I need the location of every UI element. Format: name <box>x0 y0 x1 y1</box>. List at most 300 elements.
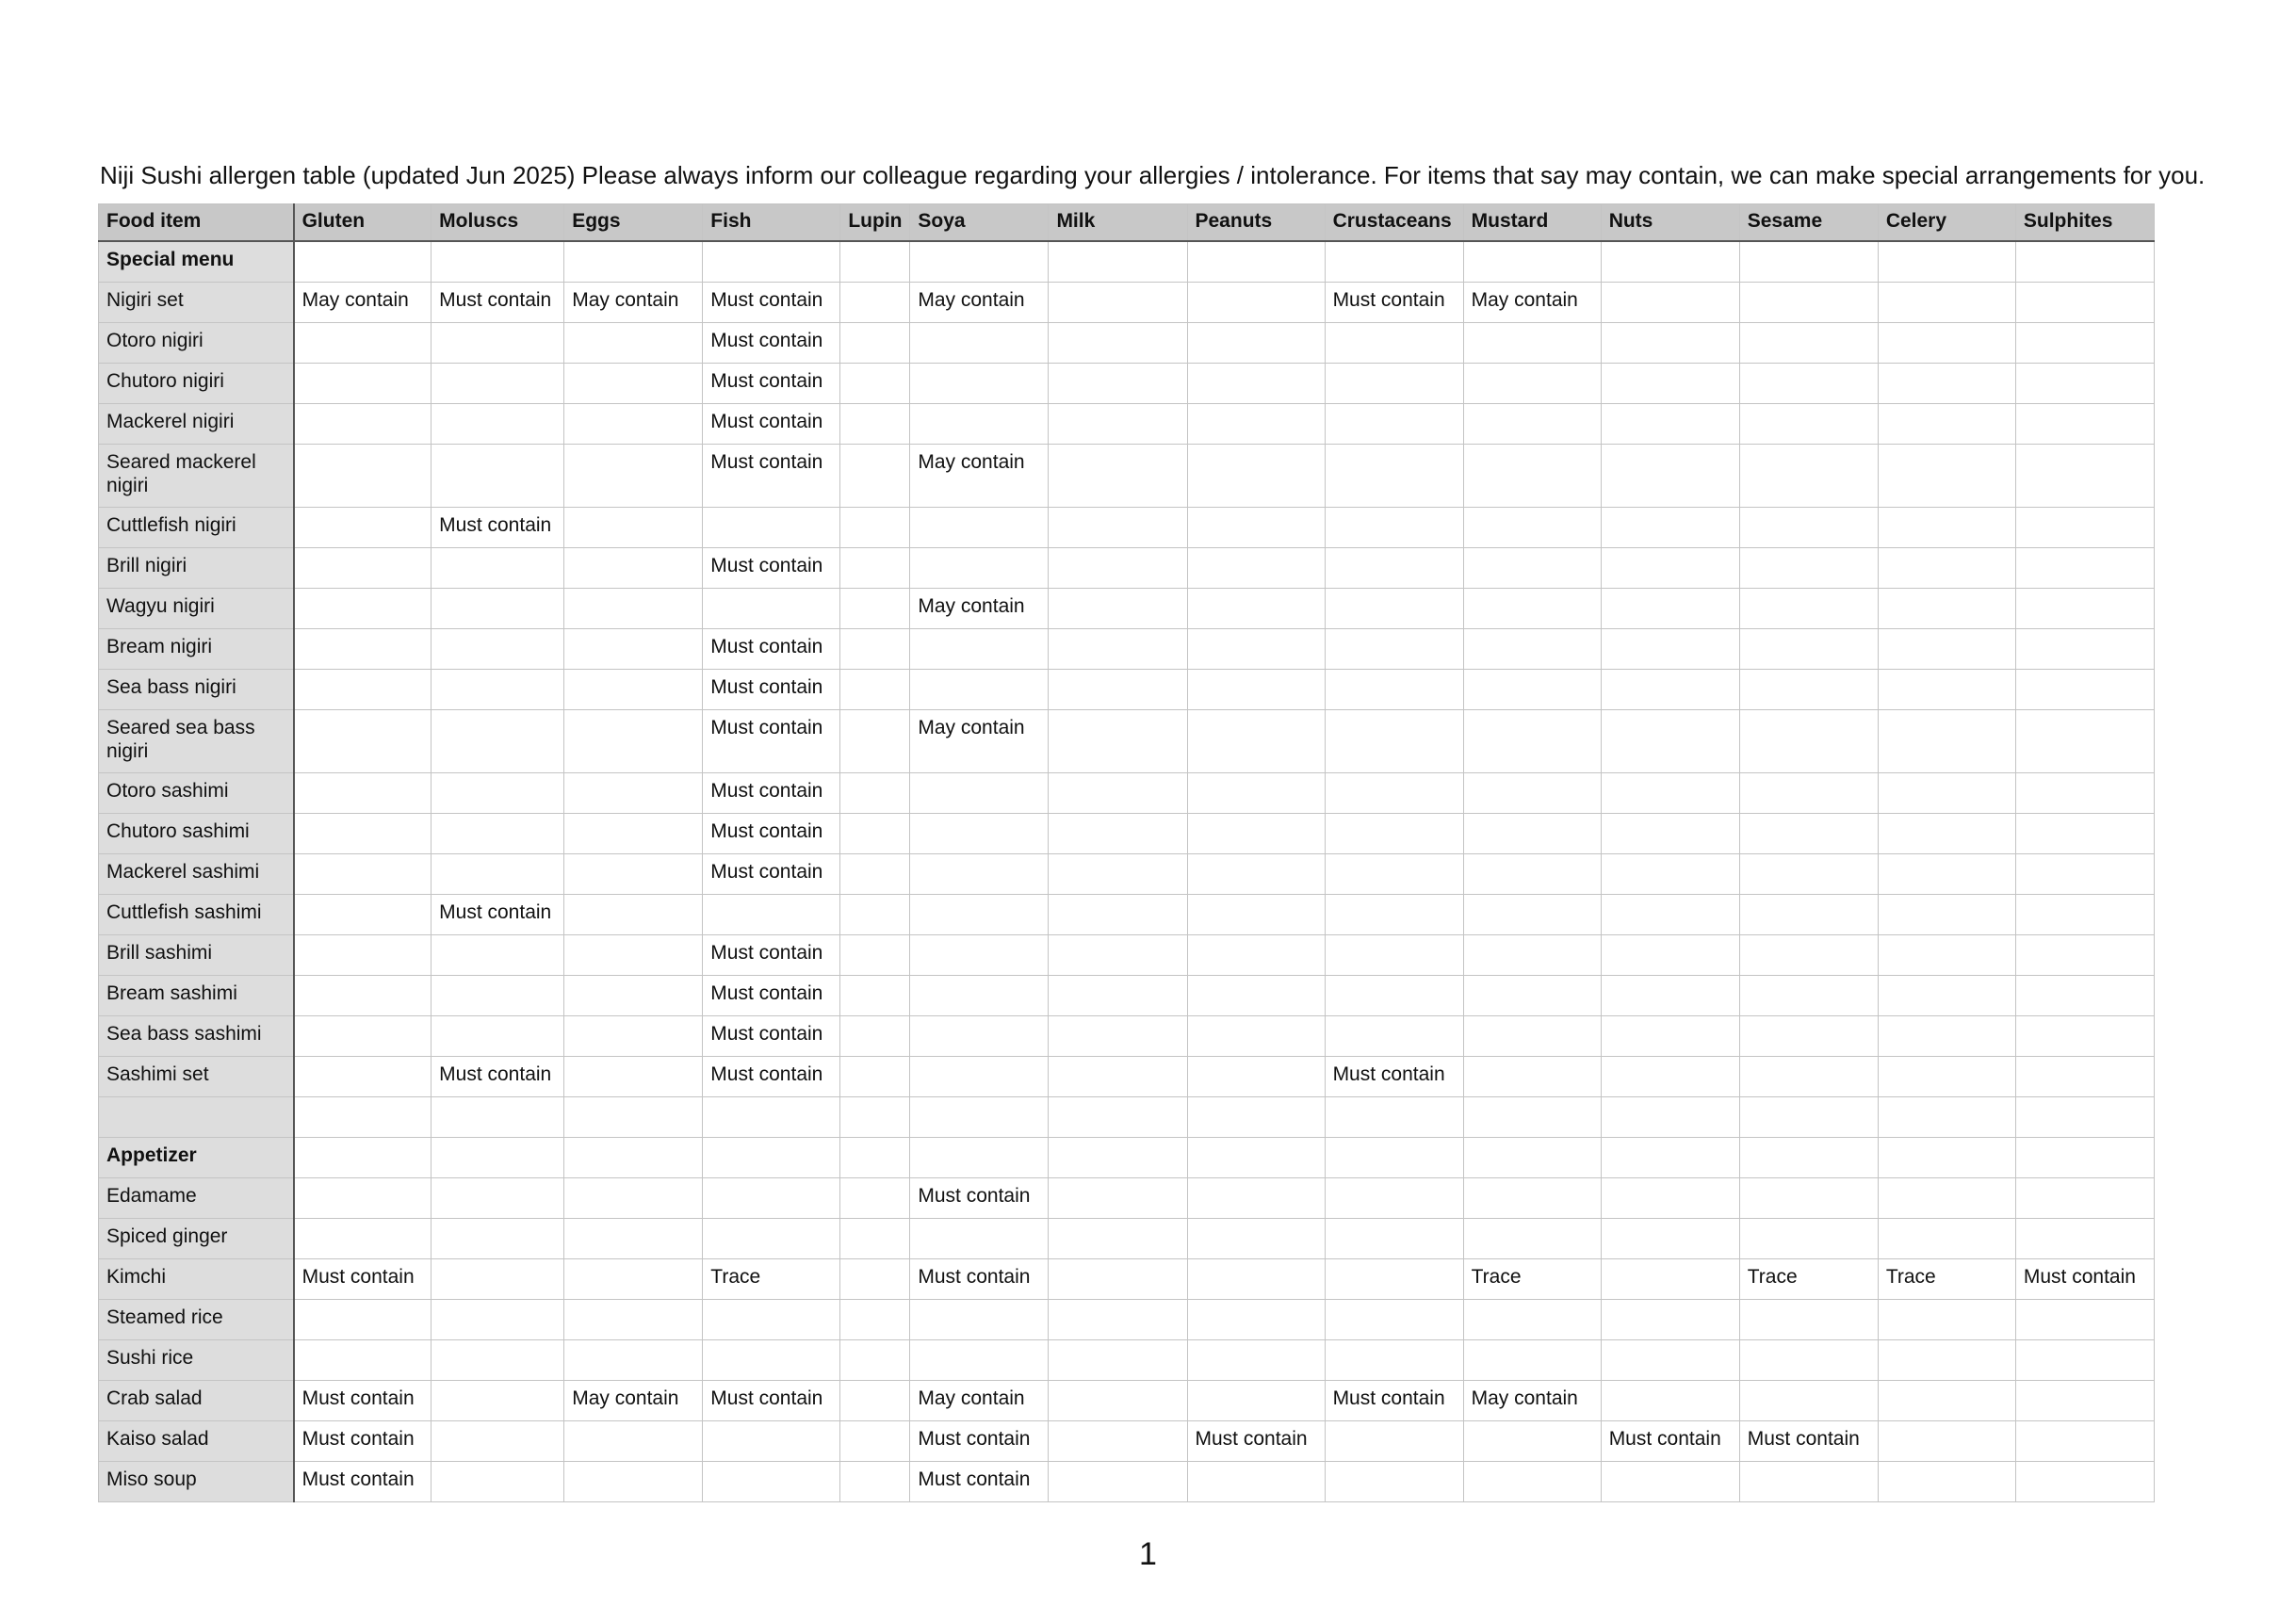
allergen-cell <box>1325 814 1463 854</box>
allergen-cell <box>294 589 432 629</box>
allergen-cell: Must contain <box>703 404 840 445</box>
allergen-cell <box>1187 1340 1325 1381</box>
allergen-cell <box>432 1462 564 1502</box>
allergen-cell: Must contain <box>910 1462 1049 1502</box>
column-header-gluten: Gluten <box>294 204 432 242</box>
allergen-cell <box>1739 445 1878 508</box>
allergen-cell <box>432 1138 564 1178</box>
allergen-cell <box>1878 1097 2015 1138</box>
table-row <box>99 1016 2155 1057</box>
allergen-cell <box>1878 854 2015 895</box>
allergen-cell <box>910 814 1049 854</box>
allergen-cell <box>1049 1219 1187 1259</box>
allergen-cell <box>1878 629 2015 670</box>
allergen-cell <box>1049 976 1187 1016</box>
allergen-cell <box>1878 976 2015 1016</box>
allergen-cell <box>703 508 840 548</box>
allergen-cell <box>432 404 564 445</box>
allergen-cell <box>1601 1057 1739 1097</box>
allergen-cell: Must contain <box>432 283 564 323</box>
allergen-cell <box>1049 589 1187 629</box>
allergen-cell <box>1601 241 1739 283</box>
allergen-cell <box>1325 1097 1463 1138</box>
allergen-cell <box>840 589 910 629</box>
allergen-cell <box>294 1016 432 1057</box>
section-label: Appetizer <box>99 1138 294 1178</box>
allergen-cell <box>564 1300 703 1340</box>
column-header-peanuts: Peanuts <box>1187 204 1325 242</box>
column-header-sesame: Sesame <box>1739 204 1878 242</box>
allergen-cell <box>1601 323 1739 364</box>
allergen-cell: Must contain <box>1325 1381 1463 1421</box>
allergen-cell <box>1463 773 1601 814</box>
allergen-cell <box>1739 710 1878 773</box>
food-item-name: Miso soup <box>99 1462 294 1502</box>
allergen-cell <box>1601 670 1739 710</box>
allergen-cell <box>1187 1178 1325 1219</box>
allergen-cell <box>910 1097 1049 1138</box>
allergen-cell <box>1049 323 1187 364</box>
allergen-cell <box>1187 323 1325 364</box>
allergen-cell <box>2015 976 2154 1016</box>
allergen-cell <box>1601 854 1739 895</box>
allergen-cell <box>1049 1381 1187 1421</box>
food-item-name: Sashimi set <box>99 1057 294 1097</box>
allergen-cell <box>840 1016 910 1057</box>
food-item-name: Mackerel nigiri <box>99 404 294 445</box>
allergen-cell <box>840 548 910 589</box>
allergen-cell <box>294 1097 432 1138</box>
allergen-cell: Must contain <box>294 1462 432 1502</box>
allergen-cell <box>910 1300 1049 1340</box>
food-item-name: Chutoro sashimi <box>99 814 294 854</box>
allergen-cell <box>1739 670 1878 710</box>
page-title: Niji Sushi allergen table (updated Jun 2025) Please always inform our colleague regarding your allergies / intolerance. For items that say may contain, we can make special arrangements for you. <box>100 161 2206 189</box>
allergen-cell <box>2015 1097 2154 1138</box>
allergen-cell <box>910 935 1049 976</box>
allergen-cell <box>432 670 564 710</box>
allergen-cell <box>1187 895 1325 935</box>
column-header-moluscs: Moluscs <box>432 204 564 242</box>
allergen-cell: Trace <box>703 1259 840 1300</box>
allergen-cell <box>432 773 564 814</box>
allergen-cell <box>564 508 703 548</box>
allergen-cell <box>294 710 432 773</box>
allergen-cell <box>1325 935 1463 976</box>
allergen-cell <box>432 1219 564 1259</box>
allergen-cell <box>1601 1259 1739 1300</box>
allergen-cell: Must contain <box>294 1259 432 1300</box>
allergen-cell <box>1049 1462 1187 1502</box>
allergen-cell <box>840 1178 910 1219</box>
column-header-sulphites: Sulphites <box>2015 204 2154 242</box>
food-item-name: Otoro sashimi <box>99 773 294 814</box>
allergen-cell <box>840 629 910 670</box>
allergen-cell <box>294 976 432 1016</box>
allergen-cell <box>910 323 1049 364</box>
allergen-cell <box>1463 1097 1601 1138</box>
allergen-cell <box>1601 1097 1739 1138</box>
allergen-cell <box>564 445 703 508</box>
allergen-cell <box>910 508 1049 548</box>
allergen-cell <box>1325 364 1463 404</box>
allergen-cell <box>1878 1421 2015 1462</box>
table-row <box>99 508 2155 548</box>
allergen-cell <box>1739 323 1878 364</box>
allergen-cell <box>1878 404 2015 445</box>
allergen-cell <box>1739 508 1878 548</box>
table-row <box>99 283 2155 323</box>
allergen-cell <box>840 1259 910 1300</box>
table-row <box>99 629 2155 670</box>
allergen-cell <box>1878 589 2015 629</box>
allergen-cell <box>840 1219 910 1259</box>
allergen-cell <box>1878 445 2015 508</box>
allergen-cell: Must contain <box>703 1381 840 1421</box>
allergen-cell <box>1463 1016 1601 1057</box>
table-header-row <box>99 204 2155 242</box>
allergen-cell <box>1463 814 1601 854</box>
allergen-cell: May contain <box>564 283 703 323</box>
allergen-cell <box>1601 710 1739 773</box>
allergen-cell <box>1739 1381 1878 1421</box>
allergen-cell <box>1049 445 1187 508</box>
allergen-cell <box>1601 508 1739 548</box>
allergen-cell <box>1325 1300 1463 1340</box>
allergen-cell <box>1187 814 1325 854</box>
allergen-cell <box>910 773 1049 814</box>
allergen-cell <box>1463 548 1601 589</box>
allergen-cell <box>294 773 432 814</box>
allergen-cell <box>1325 976 1463 1016</box>
allergen-cell: May contain <box>910 1381 1049 1421</box>
allergen-cell <box>432 323 564 364</box>
table-row <box>99 548 2155 589</box>
allergen-cell <box>1187 1381 1325 1421</box>
allergen-cell: Must contain <box>703 629 840 670</box>
allergen-cell <box>2015 283 2154 323</box>
allergen-cell <box>703 241 840 283</box>
allergen-cell <box>1463 854 1601 895</box>
allergen-cell <box>910 1340 1049 1381</box>
allergen-cell <box>564 710 703 773</box>
allergen-cell <box>1187 629 1325 670</box>
allergen-cell <box>2015 1462 2154 1502</box>
allergen-cell <box>1049 1097 1187 1138</box>
food-item-name: Bream nigiri <box>99 629 294 670</box>
allergen-cell <box>294 241 432 283</box>
allergen-cell: Trace <box>1878 1259 2015 1300</box>
allergen-cell <box>703 1219 840 1259</box>
allergen-cell <box>1601 895 1739 935</box>
allergen-cell <box>1601 1219 1739 1259</box>
allergen-cell <box>564 976 703 1016</box>
allergen-cell <box>840 976 910 1016</box>
allergen-cell <box>1049 814 1187 854</box>
allergen-cell: Must contain <box>703 323 840 364</box>
allergen-cell <box>1878 773 2015 814</box>
food-item-name: Otoro nigiri <box>99 323 294 364</box>
allergen-cell: Must contain <box>703 283 840 323</box>
allergen-cell <box>294 508 432 548</box>
allergen-cell <box>432 976 564 1016</box>
allergen-cell: May contain <box>1463 283 1601 323</box>
allergen-cell <box>1601 1381 1739 1421</box>
table-body <box>99 241 2155 1502</box>
food-item-name: Brill nigiri <box>99 548 294 589</box>
allergen-cell <box>1463 1300 1601 1340</box>
allergen-cell <box>1739 548 1878 589</box>
allergen-cell <box>2015 364 2154 404</box>
allergen-cell: Must contain <box>1187 1421 1325 1462</box>
section-header-row <box>99 1138 2155 1178</box>
allergen-cell <box>564 895 703 935</box>
allergen-cell <box>1187 1138 1325 1178</box>
allergen-cell <box>432 589 564 629</box>
allergen-cell <box>1601 404 1739 445</box>
allergen-cell <box>564 1016 703 1057</box>
allergen-cell <box>1601 283 1739 323</box>
allergen-cell <box>1601 976 1739 1016</box>
allergen-cell <box>1325 1016 1463 1057</box>
allergen-cell <box>2015 1178 2154 1219</box>
allergen-cell <box>1878 1340 2015 1381</box>
allergen-cell <box>1187 1097 1325 1138</box>
allergen-cell <box>432 364 564 404</box>
allergen-cell: Must contain <box>703 445 840 508</box>
allergen-cell <box>2015 814 2154 854</box>
allergen-cell <box>1049 895 1187 935</box>
allergen-cell: Must contain <box>703 854 840 895</box>
table-row <box>99 1057 2155 1097</box>
allergen-cell <box>2015 854 2154 895</box>
food-item-name: Brill sashimi <box>99 935 294 976</box>
allergen-cell <box>1739 1462 1878 1502</box>
allergen-cell <box>1601 629 1739 670</box>
allergen-cell <box>564 1462 703 1502</box>
food-item-name: Kaiso salad <box>99 1421 294 1462</box>
allergen-cell <box>432 445 564 508</box>
allergen-cell <box>294 1219 432 1259</box>
allergen-cell <box>1739 283 1878 323</box>
allergen-cell <box>1187 589 1325 629</box>
allergen-cell <box>294 854 432 895</box>
column-header-eggs: Eggs <box>564 204 703 242</box>
allergen-cell <box>564 1259 703 1300</box>
allergen-cell <box>1739 976 1878 1016</box>
allergen-cell <box>703 589 840 629</box>
allergen-cell: May contain <box>910 445 1049 508</box>
allergen-cell <box>1878 1219 2015 1259</box>
allergen-cell <box>1878 1138 2015 1178</box>
allergen-cell <box>2015 323 2154 364</box>
allergen-cell <box>564 1097 703 1138</box>
allergen-cell: Trace <box>1463 1259 1601 1300</box>
allergen-cell <box>2015 935 2154 976</box>
food-item-name <box>99 1097 294 1138</box>
allergen-cell: May contain <box>910 283 1049 323</box>
allergen-cell <box>840 1340 910 1381</box>
allergen-cell <box>910 629 1049 670</box>
column-header-crustaceans: Crustaceans <box>1325 204 1463 242</box>
allergen-cell <box>1049 1016 1187 1057</box>
allergen-cell <box>1049 1259 1187 1300</box>
allergen-cell <box>564 1219 703 1259</box>
allergen-cell <box>1739 1340 1878 1381</box>
allergen-cell: Must contain <box>432 895 564 935</box>
allergen-cell <box>432 710 564 773</box>
allergen-cell <box>1325 854 1463 895</box>
allergen-cell <box>840 895 910 935</box>
allergen-cell <box>564 1340 703 1381</box>
allergen-cell: Must contain <box>703 670 840 710</box>
allergen-cell: Must contain <box>703 773 840 814</box>
allergen-cell <box>1187 1259 1325 1300</box>
allergen-cell <box>1878 935 2015 976</box>
allergen-cell <box>1049 1421 1187 1462</box>
allergen-cell <box>1739 1300 1878 1340</box>
allergen-cell <box>1739 854 1878 895</box>
allergen-cell <box>840 773 910 814</box>
allergen-cell <box>1049 935 1187 976</box>
allergen-cell <box>1739 364 1878 404</box>
allergen-cell <box>2015 548 2154 589</box>
allergen-cell <box>2015 1138 2154 1178</box>
allergen-cell <box>432 854 564 895</box>
food-item-name: Wagyu nigiri <box>99 589 294 629</box>
allergen-cell <box>432 241 564 283</box>
allergen-cell <box>2015 1421 2154 1462</box>
section-label: Special menu <box>99 241 294 283</box>
food-item-name: Chutoro nigiri <box>99 364 294 404</box>
allergen-cell <box>1878 1178 2015 1219</box>
table-row <box>99 935 2155 976</box>
allergen-cell <box>2015 241 2154 283</box>
page-number: 1 <box>1139 1536 1157 1572</box>
allergen-cell <box>1463 1138 1601 1178</box>
allergen-cell <box>2015 508 2154 548</box>
allergen-cell <box>1878 670 2015 710</box>
allergen-cell <box>564 323 703 364</box>
allergen-cell <box>432 1016 564 1057</box>
allergen-cell <box>564 854 703 895</box>
food-item-name: Sea bass nigiri <box>99 670 294 710</box>
allergen-cell: Must contain <box>432 1057 564 1097</box>
allergen-cell: Must contain <box>910 1178 1049 1219</box>
table-row <box>99 1259 2155 1300</box>
allergen-cell <box>1049 364 1187 404</box>
column-header-celery: Celery <box>1878 204 2015 242</box>
allergen-cell <box>294 404 432 445</box>
allergen-cell <box>2015 589 2154 629</box>
allergen-cell <box>1325 323 1463 364</box>
allergen-cell <box>1325 241 1463 283</box>
allergen-cell <box>564 814 703 854</box>
allergen-cell: May contain <box>910 589 1049 629</box>
allergen-cell: Must contain <box>294 1421 432 1462</box>
allergen-cell <box>564 548 703 589</box>
allergen-cell <box>1325 445 1463 508</box>
allergen-cell <box>910 670 1049 710</box>
allergen-cell <box>1463 1340 1601 1381</box>
allergen-cell <box>1325 548 1463 589</box>
allergen-cell <box>1187 670 1325 710</box>
allergen-cell <box>1187 283 1325 323</box>
allergen-cell <box>1878 283 2015 323</box>
table-row <box>99 814 2155 854</box>
allergen-cell <box>910 1057 1049 1097</box>
allergen-cell <box>1878 710 2015 773</box>
allergen-cell <box>1601 445 1739 508</box>
allergen-cell <box>432 814 564 854</box>
table-row <box>99 1462 2155 1502</box>
allergen-cell <box>564 1138 703 1178</box>
allergen-cell <box>1049 854 1187 895</box>
allergen-cell <box>564 670 703 710</box>
allergen-cell <box>910 1219 1049 1259</box>
allergen-cell <box>1878 1300 2015 1340</box>
table-row <box>99 976 2155 1016</box>
allergen-cell <box>1878 1381 2015 1421</box>
allergen-cell <box>294 629 432 670</box>
allergen-cell <box>840 1057 910 1097</box>
allergen-cell <box>1463 895 1601 935</box>
table-row <box>99 1178 2155 1219</box>
allergen-cell <box>840 1138 910 1178</box>
allergen-cell <box>1187 1300 1325 1340</box>
allergen-cell <box>1187 854 1325 895</box>
allergen-cell <box>1878 323 2015 364</box>
column-header-milk: Milk <box>1049 204 1187 242</box>
allergen-cell <box>1463 1219 1601 1259</box>
allergen-cell <box>1463 241 1601 283</box>
allergen-cell <box>2015 1057 2154 1097</box>
allergen-cell <box>1049 404 1187 445</box>
allergen-cell <box>432 548 564 589</box>
allergen-cell <box>1739 1178 1878 1219</box>
allergen-cell <box>1739 1016 1878 1057</box>
allergen-cell <box>1325 1462 1463 1502</box>
allergen-cell <box>294 814 432 854</box>
allergen-cell <box>1878 364 2015 404</box>
allergen-cell <box>910 1016 1049 1057</box>
allergen-cell <box>1463 323 1601 364</box>
allergen-cell <box>1187 404 1325 445</box>
allergen-cell <box>564 1421 703 1462</box>
allergen-cell <box>1463 935 1601 976</box>
allergen-cell <box>2015 1016 2154 1057</box>
allergen-cell <box>1601 1016 1739 1057</box>
allergen-cell <box>1325 508 1463 548</box>
allergen-cell <box>840 1381 910 1421</box>
allergen-cell <box>840 508 910 548</box>
allergen-cell <box>1463 976 1601 1016</box>
allergen-cell <box>1187 976 1325 1016</box>
table-row <box>99 1340 2155 1381</box>
allergen-cell <box>703 1421 840 1462</box>
allergen-cell <box>910 1138 1049 1178</box>
allergen-cell <box>1325 1340 1463 1381</box>
allergen-cell <box>703 1138 840 1178</box>
allergen-cell <box>1463 445 1601 508</box>
allergen-cell <box>294 1138 432 1178</box>
allergen-cell <box>1325 773 1463 814</box>
allergen-cell <box>840 1421 910 1462</box>
allergen-cell: May contain <box>294 283 432 323</box>
table-row <box>99 1300 2155 1340</box>
food-item-name: Nigiri set <box>99 283 294 323</box>
allergen-cell <box>1463 404 1601 445</box>
